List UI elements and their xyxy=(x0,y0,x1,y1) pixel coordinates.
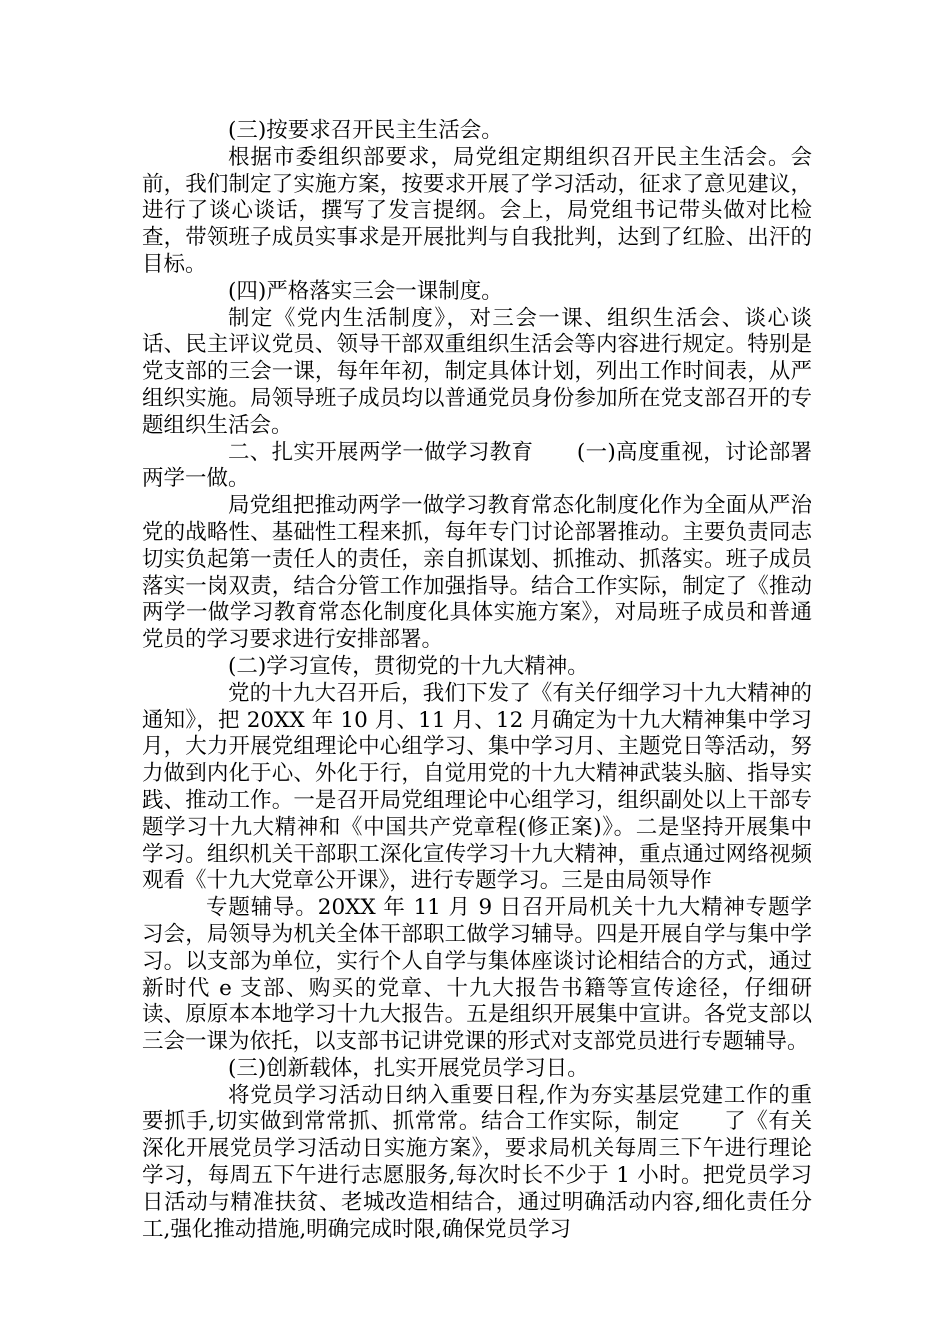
paragraph-democratic-life-meeting: 根据市委组织部要求，局党组定期组织召开民主生活会。会前，我们制定了实施方案，按要求开展了学习活动，征求了意见建议，进行了谈心谈话，撰写了发言提纲。会上，局党组书记带头做对比检查，带领班子成员实事求是开展批判与自我批判，达到了红脸、出汗的目标。 xyxy=(142,144,812,277)
paragraph-special-guidance: 专题辅导。20XX 年 11 月 9 日召开局机关十九大精神专题学习会，局领导为机关全体干部职工做学习辅导。四是开展自学与集中学习。以支部为单位，实行个人自学与集体座谈讨论相结合的方式，通过新时代 e 支部、购买的党章、十九大报告书籍等宣传途径，仔细研读、原原本本地学习十九大报告。五是组织开展集中宣讲。各党支部以三会一课为依托，以支部书记讲党课的形式对支部党员进行专题辅导。 xyxy=(142,895,812,1055)
subheading-party-member-study-day: (三)创新载体，扎实开展党员学习日。 xyxy=(228,1055,589,1081)
paragraph-19th-congress-study: 党的十九大召开后，我们下发了《有关仔细学习十九大精神的通知》，把 20XX 年 10 月、11 月、12 月确定为十九大精神集中学习月，大力开展党组理论中心组学习、集中学习月、主题党日等活动，努力做到内化于心、外化于行，自觉用党的十九大精神武装头脑、指导实践、推动工作。一是召开局党组理论中心组学习，组织副处以上干部专题学习十九大精神和《中国共产党章程(修正案)》。二是坚持开展集中学习。组织机关干部职工深化宣传学习十九大精神，重点通过网络视频观看《十九大党章公开课》，进行专题学习。三是由局领导作 xyxy=(142,680,812,894)
subheading-three-meetings-one-lesson: (四)严格落实三会一课制度。 xyxy=(228,278,503,304)
paragraph-party-group-promotion: 局党组把推动两学一做学习教育常态化制度化作为全面从严治党的战略性、基础性工程来抓，每年专门讨论部署推动。主要负责同志切实负起第一责任人的责任，亲自抓谋划、抓推动、抓落实。班子成员落实一岗双责，结合分管工作加强指导。结合工作实际，制定了《推动两学一做学习教育常态化制度化具体实施方案》，对局班子成员和普通党员的学习要求进行安排部署。 xyxy=(142,493,812,653)
section-heading-two-studies-one-action: 二、扎实开展两学一做学习教育 (一)高度重视，讨论部署两学一做。 xyxy=(142,439,812,492)
paragraph-study-day-activities: 将党员学习活动日纳入重要日程,作为夯实基层党建工作的重要抓手,切实做到常常抓、抓常常。结合工作实际，制定 了《有关深化开展党员学习活动日实施方案》，要求局机关每周三下午进行理论学习，每周五下午进行志愿服务,每次时长不少于 1 小时。把党员学习日活动与精准扶贫、老城改造相结合，通过明确活动内容,细化责任分工,强化推动措施,明确完成时限,确保党员学习 xyxy=(142,1082,812,1242)
paragraph-party-life-system: 制定《党内生活制度》，对三会一课、组织生活会、谈心谈话、民主评议党员、领导干部双重组织生活会等内容进行规定。特别是党支部的三会一课，每年年初，制定具体计划，列出工作时间表，从严组织实施。局领导班子成员均以普通党员身份参加所在党支部召开的专题组织生活会。 xyxy=(142,305,812,438)
document-body xyxy=(142,118,812,1243)
subheading-democratic-life-meeting: (三)按要求召开民主生活会。 xyxy=(228,118,503,143)
subheading-study-19th-congress: (二)学习宣传，贯彻党的十九大精神。 xyxy=(228,653,589,679)
